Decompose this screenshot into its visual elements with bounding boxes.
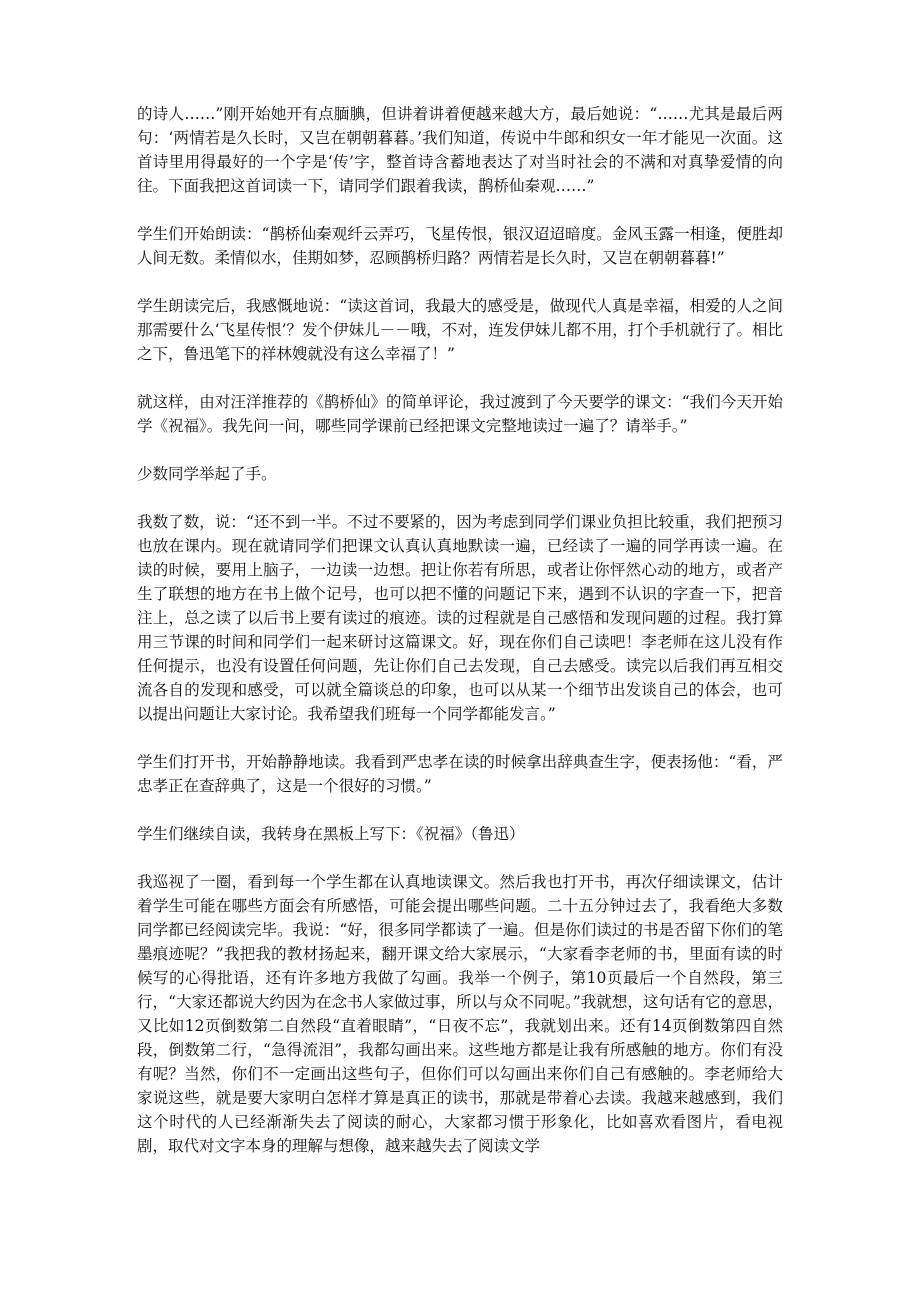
paragraph-4: 就这样，由对汪洋推荐的《鹊桥仙》的简单评论，我过渡到了今天要学的课文：“我们今天开始学《祝福》。我先问一问，哪些同学课前已经把课文完整地读过一遍了？请举手。” — [137, 393, 783, 435]
paragraph-7: 学生们打开书，开始静静地读。我看到严忠孝在读的时候拿出辞典查生字，便表扬他：“看，严忠孝正在查辞典了，这是一个很好的习惯。” — [137, 753, 783, 795]
document-body — [137, 102, 783, 1182]
paragraph-1: 的诗人……”刚开始她开有点腼腆，但讲着讲着便越来越大方，最后她说：“……尤其是最后两句：‘两情若是久长时，又岂在朝朝暮暮。’我们知道，传说中牛郎和织女一年才能见一次面。这首诗里用得最好的一个字是‘传’字，整首诗含蓄地表达了对当时社会的不满和对真挚爱情的向往。下面我把这首词读一下，请同学们跟着我读，鹊桥仙秦观……” — [137, 105, 783, 195]
paragraph-3: 学生朗读完后，我感慨地说：“读这首词，我最大的感受是，做现代人真是幸福，相爱的人之间那需要什么‘飞星传恨’？发个伊妹儿－－哦，不对，连发伊妹儿都不用，打个手机就行了。相比之下，鲁迅笔下的祥林嫂就没有这么幸福了！” — [137, 297, 783, 363]
paragraph-9: 我巡视了一圈，看到每一个学生都在认真地读课文。然后我也打开书，再次仔细读课文，估计着学生可能在哪些方面会有所感悟，可能会提出哪些问题。二十五分钟过去了，我看绝大多数同学都已经阅读完毕。我说：“好，很多同学都读了一遍。但是你们读过的书是否留下你们的笔墨痕迹呢？”我把我的教材扬起来，翻开课文给大家展示，“大家看李老师的书，里面有读的时候写的心得批语，还有许多地方我做了勾画。我举一个例子，第10页最后一个自然段，第三行，“大家还都说大约因为在念书人家做过事，所以与众不同呢。”我就想，这句话有它的意思，又比如12页倒数第二自然段“直着眼睛”，“日夜不忘”，我就划出来。还有14页倒数第四自然段，倒数第二行，“急得流泪”，我都勾画出来。这些地方都是让我有所感触的地方。你们有没有呢？当然，你们不一定画出这些句子，但你们可以勾画出来你们自己有感触的。李老师给大家说这些，就是要大家明白怎样才算是真正的读书，那就是带着心去读。我越来越感到，我们这个时代的人已经渐渐失去了阅读的耐心，大家都习惯于形象化，比如喜欢看图片，看电视剧，取代对文字本身的理解与想像，越来越失去了阅读文学 — [137, 873, 783, 1155]
paragraph-8: 学生们继续自读，我转身在黑板上写下：《祝福》（鲁迅） — [137, 825, 525, 843]
paragraph-6: 我数了数，说：“还不到一半。不过不要紧的，因为考虑到同学们课业负担比较重，我们把预习也放在课内。现在就请同学们把课文认真认真地默读一遍，已经读了一遍的同学再读一遍。在读的时候，要用上脑子，一边读一边想。把让你若有所思，或者让你怦然心动的地方，或者产生了联想的地方在书上做个记号，也可以把不懂的问题记下来，遇到不认识的字查一下，把音注上，总之读了以后书上要有读过的痕迹。读的过程就是自己感悟和发现问题的过程。我打算用三节课的时间和同学们一起来研讨这篇课文。好，现在你们自己读吧！李老师在这儿没有作任何提示，也没有设置任何问题，先让你们自己去发现，自己去感受。读完以后我们再互相交流各自的发现和感受，可以就全篇谈总的印象，也可以从某一个细节出发谈自己的体会，也可以提出问题让大家讨论。我希望我们班每一个同学都能发言。” — [137, 513, 783, 723]
paragraph-2: 学生们开始朗读：“鹊桥仙秦观纤云弄巧，飞星传恨，银汉迢迢暗度。金风玉露一相逢，便胜却人间无数。柔情似水，佳期如梦，忍顾鹊桥归路？两情若是长久时，又岂在朝朝暮暮!” — [137, 225, 783, 267]
paragraph-5: 少数同学举起了手。 — [137, 465, 277, 483]
